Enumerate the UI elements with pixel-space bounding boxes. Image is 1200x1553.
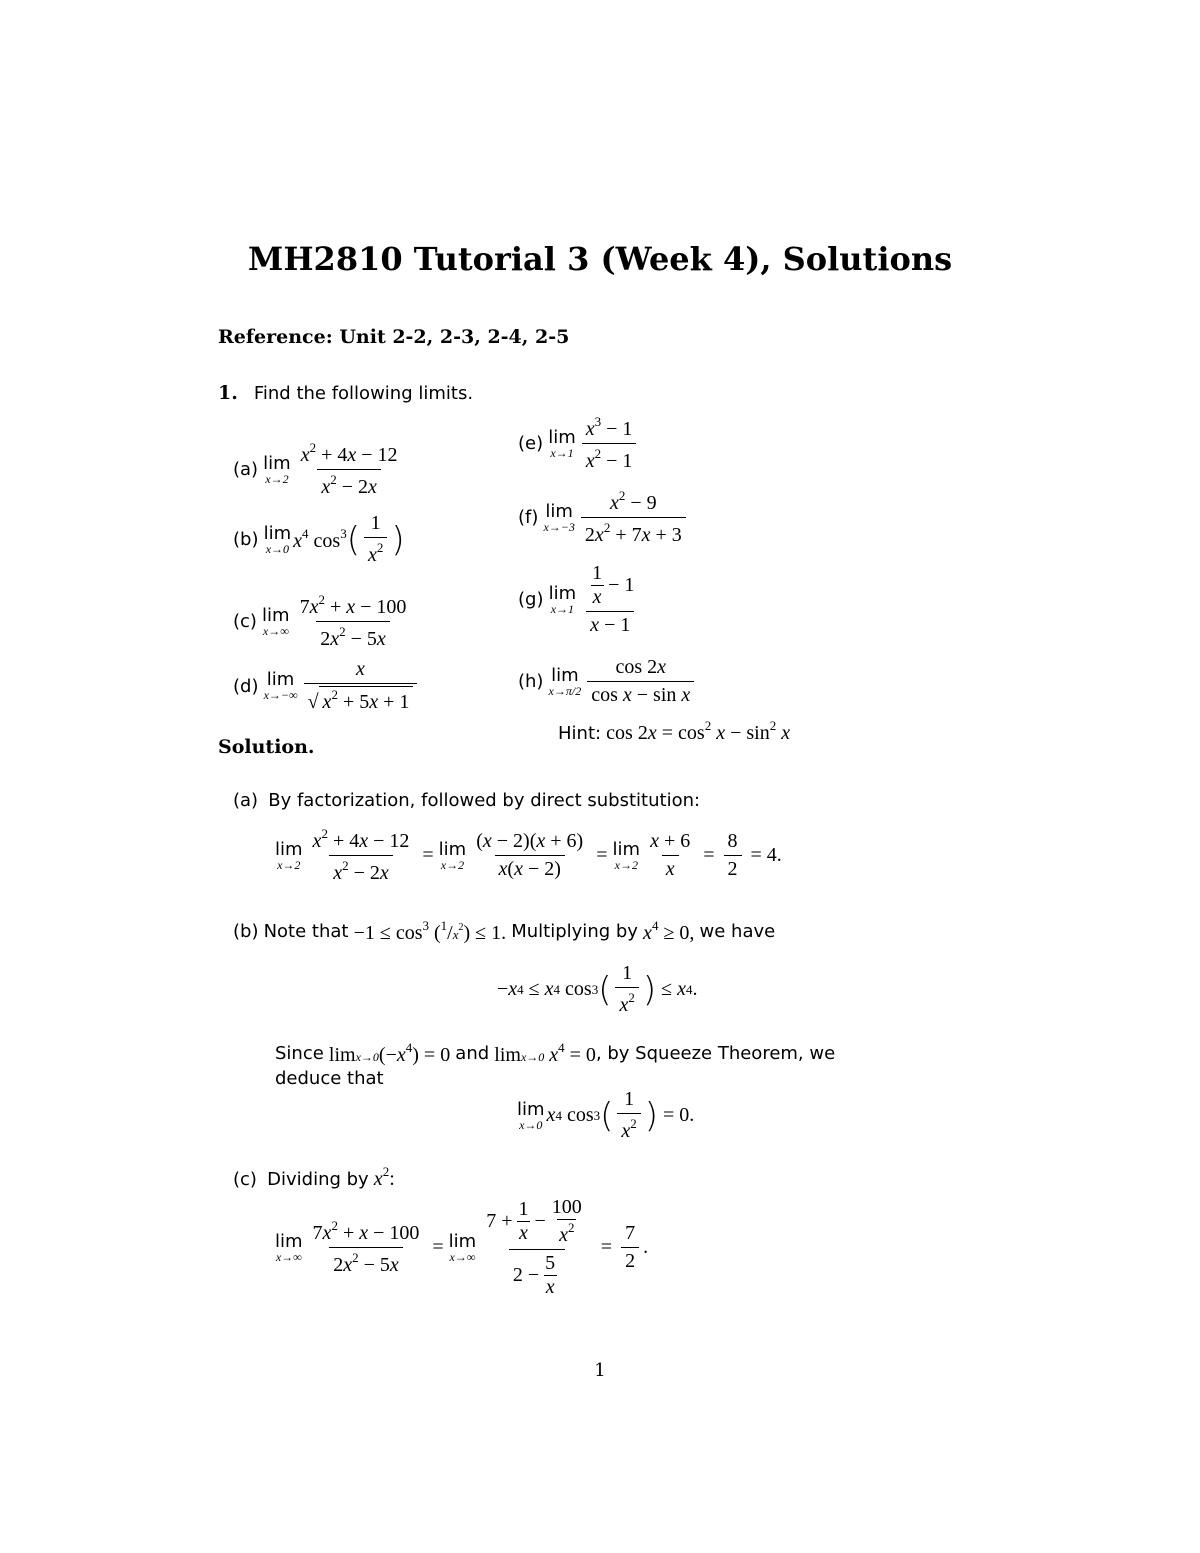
label-c: (c) [233,611,257,632]
solution-b-text-3: deduce that [275,1068,384,1089]
page-title: MH2810 Tutorial 3 (Week 4), Solutions [247,240,953,278]
label-h: (h) [518,671,544,692]
problem-e: (e) lim x→1 $\frac{x^3 - 1}{x^2 - 1}$ [518,414,640,473]
question-number: 1. [218,382,238,404]
problem-c: (c) lim x→∞ $\frac{7x^2 + x - 100}{2x^2 - 5x}$ [233,592,407,650]
problem-b: (b) lim x→0 $x^4$ $\cos^3$ ( $\frac{1}{x^2}$ ) [233,512,405,566]
problem-a [233,440,406,499]
solution-heading: Solution. [218,736,315,758]
question-text: Find the following limits. [253,383,474,404]
lim-operator: lim x→1 [548,582,577,616]
reference-line: Reference: Unit 2-2, 2-3, 2-4, 2-5 [218,326,570,348]
hint-label: Hint: [558,723,602,744]
page-number: 1 [594,1360,606,1381]
solution-b-text-1: (b) Note that $-1 \le \cos^3 (^1/x^2) \le 1$. Multiplying by $x^4 \ge 0$, we have [233,918,776,944]
problem-g: (g) lim x→1 $\frac{1}{x}$ − 1 x − 1 [518,562,635,636]
lim-operator: lim x→2 [263,452,291,486]
problem-d: (d) lim x→−∞ $\frac{x}{√ x^2 + 5x + 1}$ [233,658,421,714]
solution-b-text-2: Since $\lim x\to 0(-x^4) = 0$ and limx→0 $x^4 = 0$ , by Squeeze Theorem, we [275,1040,836,1066]
label-b: (b) [233,529,259,550]
lim-operator: lim x→π/2 [548,664,582,698]
solution-b-inequality: − x 4 ≤ x 4 cos 3 ( $\frac{1}{x^2}$ ) ≤ x 4 . [497,962,698,1016]
problem-h: (h) lim x→π/2 $\frac{\cos 2x}{\text{cos x − sin x}}$ [518,656,698,707]
question-1 [218,382,473,404]
label-f: (f) [518,507,539,528]
label-g: (g) [518,589,544,610]
solution-c-equation: lim x→∞ $\frac{7x^2 + x - 100}{2x^2 - 5x}$ = lim x→∞ 7 + $\frac{1}{x}$ − $\frac{100}{x^2}$ 2 − $\frac{5}{x}$ = $\frac{7}{2}$ . [275,1196,649,1298]
lim-operator: lim x→−3 [543,500,575,534]
label-e: (e) [518,433,544,454]
fraction: $\frac{x^2 + 4x - 12}{x^2 - 2x}$ [300,440,398,498]
lim-operator: lim x→1 [548,426,576,460]
lim-operator: lim x→0 [263,522,292,556]
solution-a-text: (a) By factorization, followed by direct substitution: [233,790,701,811]
label-a: (a) [233,459,259,480]
problem-f: (f) lim x→−3 $\frac{x^2 - 9}{2x^2 + 7x + 3}$ [518,488,690,547]
hint: Hint: $\cos 2x = \cos^2 x - \sin^2 x$ [558,718,791,744]
solution-a-equation: lim x→2 $\frac{x^2 + 4x - 12}{x^2 - 2x}$ = lim x→2 $\frac{(x - 2)(x + 6)}{x(x - 2)}$ = lim x→2 $\frac{x + 6}{x}$ = $\frac{8}{2}$ = 4. [275,826,782,884]
lim-operator: lim x→∞ [262,604,290,638]
label-d: (d) [233,675,259,697]
solution-c-text: (c) Dividing by $x^2$: [233,1164,395,1190]
lim-operator: lim x→−∞ [263,669,298,702]
solution-b-result: lim x→0 x 4 cos 3 ( $\frac{1}{x^2}$ ) = 0. [517,1088,695,1142]
